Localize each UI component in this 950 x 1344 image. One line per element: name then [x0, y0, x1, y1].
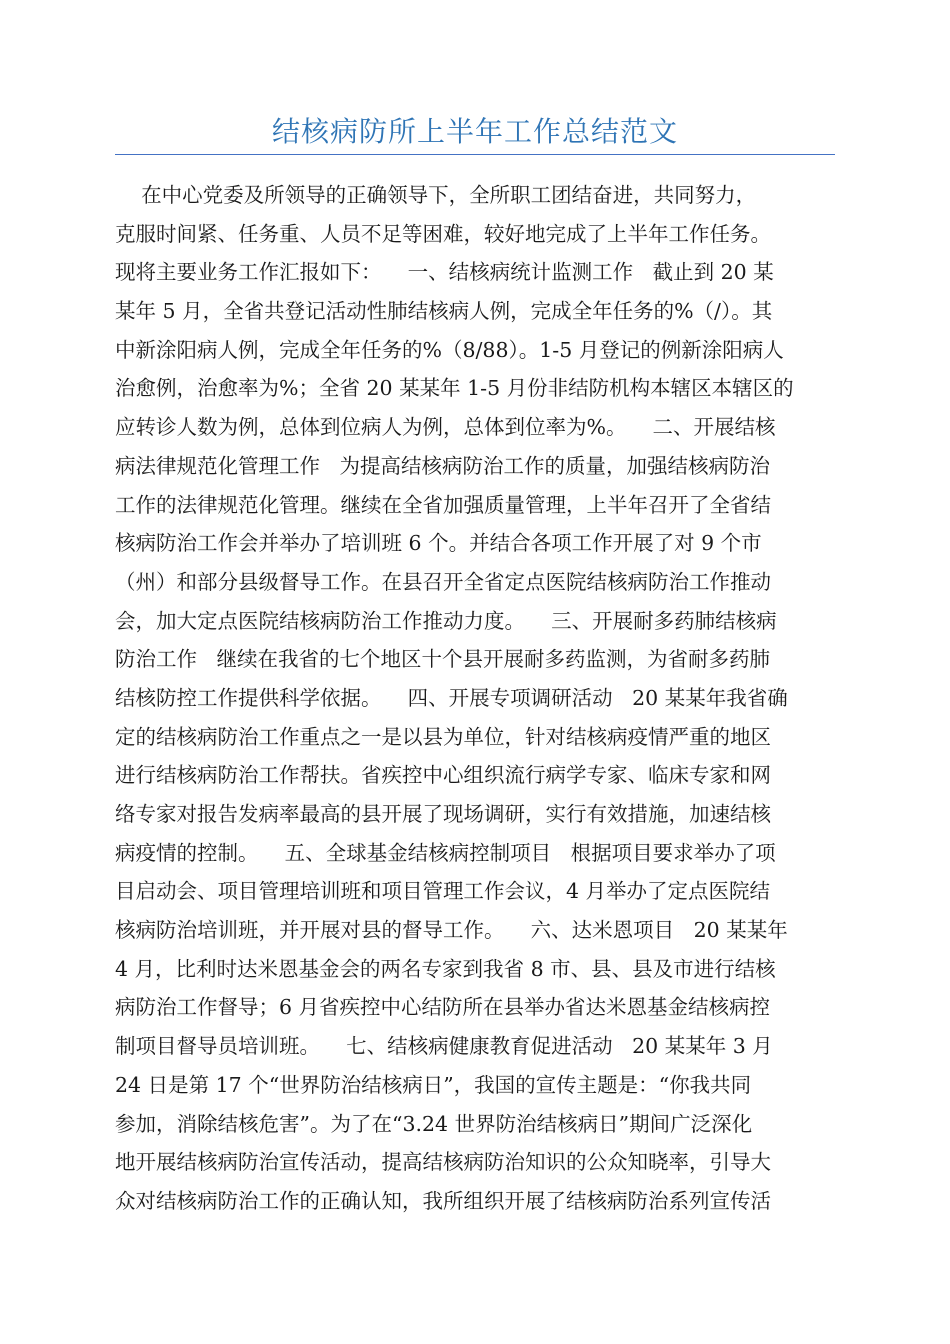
text-line: 某年 5 月，全省共登记活动性肺结核病人例，完成全年任务的%（/）。其: [115, 299, 773, 324]
text-line: 进行结核病防治工作帮扶。省疾控中心组织流行病学专家、临床专家和网: [115, 763, 771, 788]
text-line: 24 日是第 17 个“世界防治结核病日”，我国的宣传主题是：“你我共同: [115, 1072, 752, 1097]
text-line: 克服时间紧、任务重、人员不足等困难，较好地完成了上半年工作任务。: [115, 221, 771, 246]
document-title: 结核病防所上半年工作总结范文: [271, 115, 678, 148]
text-line: 病防治工作督导；6 月省疾控中心结防所在县举办省达米恩基金结核病控: [115, 995, 771, 1020]
text-line: （州）和部分县级督导工作。在县召开全省定点医院结核病防治工作推动: [115, 569, 771, 594]
text-line: 结核防控工作提供科学依据。 四、开展专项调研活动 20 某某年我省确: [115, 685, 788, 710]
text-line: 治愈例，治愈率为%；全省 20 某某年 1-5 月份非结防机构本辖区本辖区的: [115, 376, 794, 401]
text-line: 病法律规范化管理工作 为提高结核病防治工作的质量，加强结核病防治: [115, 453, 771, 478]
text-line: 防治工作 继续在我省的七个地区十个县开展耐多药监测，为省耐多药肺: [115, 647, 771, 672]
text-line: 参加，消除结核危害”。为了在“3.24 世界防治结核病日”期间广泛深化: [115, 1111, 753, 1136]
text-line: 制项目督导员培训班。 七、结核病健康教育促进活动 20 某某年 3 月: [115, 1034, 773, 1059]
title-underline: [115, 154, 835, 155]
text-line: 在中心党委及所领导的正确领导下，全所职工团结奋进，共同努力，: [115, 183, 757, 207]
text-line: 地开展结核病防治宣传活动，提高结核病防治知识的公众知晓率，引导大: [115, 1150, 771, 1175]
text-line: 核病防治培训班，并开展对县的督导工作。 六、达米恩项目 20 某某年: [115, 918, 788, 943]
text-line: 4 月，比利时达米恩基金会的两名专家到我省 8 市、县、县及市进行结核: [115, 956, 776, 981]
body-paragraph: [115, 176, 835, 1221]
text-line: 会，加大定点医院结核病防治工作推动力度。 三、开展耐多药肺结核病: [115, 608, 777, 633]
text-line: 病疫情的控制。 五、全球基金结核病控制项目 根据项目要求举办了项: [115, 840, 776, 865]
text-line: 目启动会、项目管理培训班和项目管理工作会议，4 月举办了定点医院结: [115, 879, 771, 904]
text-line: 现将主要业务工作汇报如下： 一、结核病统计监测工作 截止到 20 某: [115, 260, 774, 285]
text-line: 应转诊人数为例，总体到位病人为例，总体到位率为%。 二、开展结核: [115, 415, 776, 440]
text-line: 中新涂阳病人例，完成全年任务的%（8/88）。1-5 月登记的例新涂阳病人: [115, 337, 784, 362]
text-line: 众对结核病防治工作的正确认知，我所组织开展了结核病防治系列宣传活: [115, 1188, 771, 1213]
text-line: 核病防治工作会并举办了培训班 6 个。并结合各项工作开展了对 9 个市: [115, 531, 762, 556]
text-line: 络专家对报告发病率最高的县开展了现场调研，实行有效措施，加速结核: [115, 802, 771, 826]
text-line: 工作的法律规范化管理。继续在全省加强质量管理，上半年召开了全省结: [115, 492, 771, 517]
text-line: 定的结核病防治工作重点之一是以县为单位，针对结核病疫情严重的地区: [115, 724, 771, 749]
